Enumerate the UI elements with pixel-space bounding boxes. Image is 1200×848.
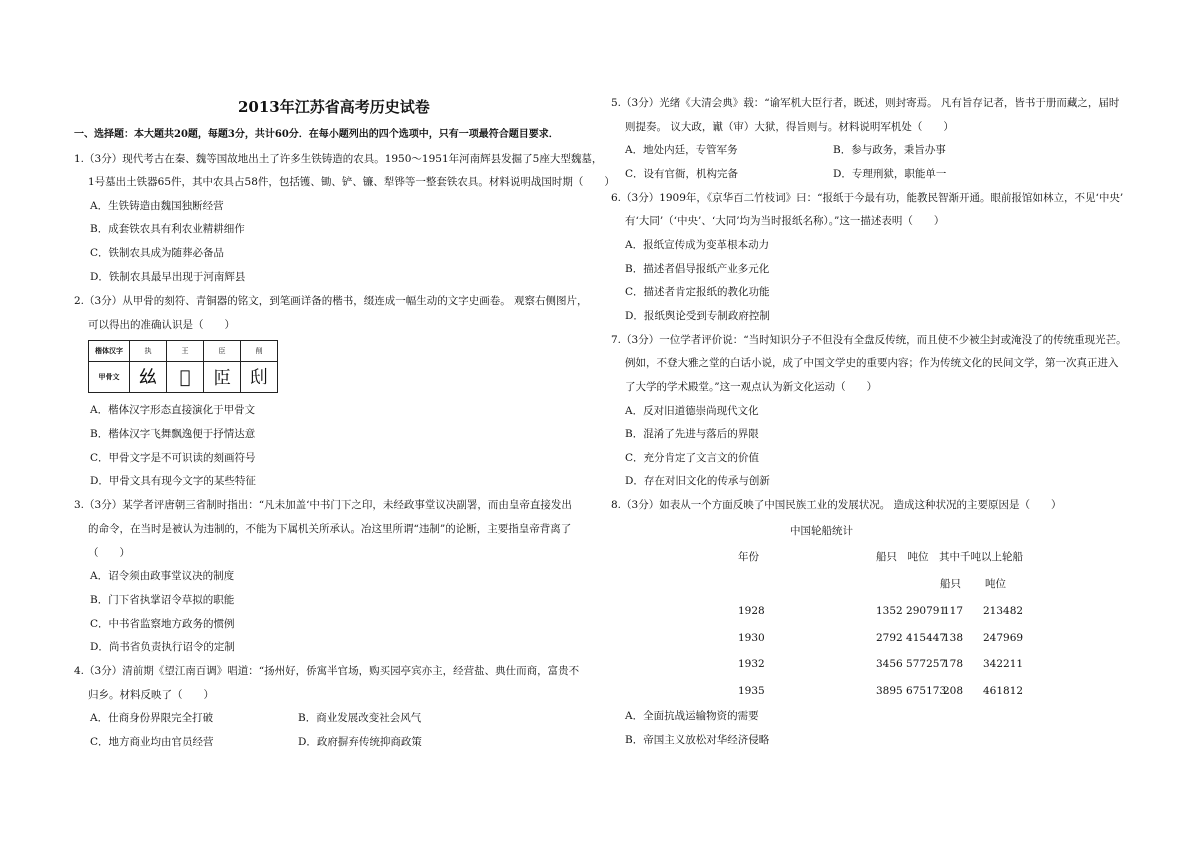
question-3-option-b[interactable]: B．门下省执掌诏令草拟的职能	[90, 594, 235, 606]
oracle-glyph-wang: 𠂡	[179, 366, 191, 388]
question-3-option-c[interactable]: C．中书省监察地方政务的惯例	[90, 618, 235, 630]
question-7-option-d[interactable]: D．存在对旧文化的传承与创新	[625, 475, 770, 487]
question-7-option-a[interactable]: A．反对旧道德崇尚现代文化	[625, 405, 759, 417]
question-8-line-1: 8.（3分）如表从一个方面反映了中国民族工业的发展状况。 造成这种状况的主要原因是（ ）	[611, 499, 1062, 511]
table-row-1930-ships-tons: 2792 415447	[876, 632, 947, 644]
page-title: 2013年江苏省高考历史试卷	[238, 98, 430, 116]
question-2-option-a[interactable]: A．楷体汉字形态直接演化于甲骨文	[90, 404, 256, 416]
question-6-option-b[interactable]: B．描述者倡导报纸产业多元化	[625, 263, 770, 275]
table-row-1935-ships-tons: 3895 675173	[876, 685, 947, 697]
question-1-line-1: 1.（3分）现代考古在秦、魏等国故地出土了许多生铁铸造的农具。1950～1951年河南辉县发掘了5座大型魏墓，	[74, 153, 603, 165]
table-row-1935-large-ships: 208	[943, 685, 964, 697]
question-3-line-2: 的命令，在当时是被认为违制的，不能为下属机关所承认。冶这里所谓“违制”的论断，主要指皇帝背离了	[88, 523, 572, 535]
ship-table-subheader-ships: 船只	[940, 578, 961, 590]
question-7-line-3: 了大学的学术殿堂。”这一观点认为新文化运动（ ）	[625, 381, 878, 393]
question-6-line-2: 有‘大同’（‘中央’、‘大同’均为当时报纸名称）。”这一描述表明（ ）	[625, 215, 945, 227]
question-7-option-c[interactable]: C．充分肯定了文言文的价值	[625, 452, 760, 464]
table-row-1930-large-tons: 247969	[983, 632, 1024, 644]
question-1-option-d[interactable]: D．铁制农具最早出现于河南辉县	[90, 271, 246, 283]
table-row-1928-year: 1928	[738, 605, 765, 617]
table-row-1928-large-tons: 213482	[983, 605, 1024, 617]
table-row-1930-large-ships: 138	[943, 632, 964, 644]
question-4-line-2: 归乡。材料反映了（ ）	[88, 689, 214, 701]
script-comparison-table	[88, 340, 278, 393]
question-4-option-d[interactable]: D．政府摒弃传统抑商政策	[298, 736, 422, 748]
question-1-line-2: 1号墓出土铁器65件，其中农具占58件，包括镬、锄、铲、镰、犁铧等一整套铁农具。材料说明战国时期（ ）	[88, 176, 615, 188]
question-2-option-d[interactable]: D．甲骨文具有现今文字的某些特征	[90, 475, 256, 487]
question-8-option-a[interactable]: A．全面抗战运输物资的需要	[625, 710, 759, 722]
question-5-option-b[interactable]: B．参与政务，秉旨办事	[833, 144, 946, 156]
question-4-option-a[interactable]: A．仕商身份界限完全打破	[90, 712, 214, 724]
question-7-line-2: 例如，不登大雅之堂的白话小说，成了中国文学史的重要内容；作为传统文化的民间文学，第一次真正进入	[625, 357, 1119, 369]
table-cell: 楷体汉字	[89, 341, 130, 362]
oracle-glyph	[130, 362, 167, 393]
question-3-option-a[interactable]: A．诏令须由政事堂议决的制度	[90, 570, 235, 582]
question-1-option-c[interactable]: C．铁制农具成为随葬必备品	[90, 247, 225, 259]
question-8-option-b[interactable]: B．帝国主义放松对华经济侵略	[625, 734, 770, 746]
question-3-line-1: 3.（3分）某学者评唐朝三省制时指出：“凡未加盖‘中书门下之印，未经政事堂议决副署，而由皇帝直接发出	[74, 499, 572, 511]
table-row-1930-year: 1930	[738, 632, 765, 644]
ship-table-subheader-tonnage: 吨位	[985, 578, 1006, 590]
table-cell: 臣	[204, 341, 241, 362]
table-cell: 甲骨文	[89, 362, 130, 393]
question-4-option-b[interactable]: B．商业发展改变社会风气	[298, 712, 422, 724]
question-3-option-d[interactable]: D．尚书省负责执行诏令的定制	[90, 641, 235, 653]
question-5-option-c[interactable]: C．设有官衙，机构完备	[625, 168, 739, 180]
question-4-line-1: 4.（3分）清前期《望江南百调》唱道：“扬州好，侨寓半官场，购买园亭宾亦主，经营盐、典仕而商，富贵不	[74, 665, 580, 677]
section-heading: 一、选择题：本大题共20题，每题3分，共计60分．在每小题列出的四个选项中，只有一项最符合题目要求．	[74, 129, 559, 140]
question-6-option-d[interactable]: D．报纸舆论受到专制政府控制	[625, 310, 770, 322]
question-1-option-a[interactable]: A．生铁铸造由魏国独断经营	[90, 200, 224, 212]
question-7-option-b[interactable]: B．混淆了先进与落后的界限	[625, 428, 759, 440]
table-row-1928-ships-tons: 1352 290791	[876, 605, 947, 617]
ship-table-header-year: 年份	[738, 551, 759, 563]
question-3-line-3: （ ）	[88, 547, 130, 559]
ship-table-header-main: 船只 吨位 其中千吨以上轮船	[876, 551, 1023, 563]
table-row-1935-year: 1935	[738, 685, 765, 697]
question-2-line-1: 2.（3分）从甲骨的刻符、青铜器的铭文，到笔画详备的楷书，缀连成一幅生动的文字史画卷。 观察右侧图片，	[74, 295, 588, 307]
question-5-line-1: 5.（3分）光绪《大清会典》载：“谕军机大臣行者，既述，则封寄焉。 凡有旨存记者，皆书于册而藏之，届时	[611, 97, 1120, 109]
oracle-glyph	[241, 362, 278, 393]
question-5-option-d[interactable]: D．专理刑狱，职能单一	[833, 168, 947, 180]
table-cell: 王	[167, 341, 204, 362]
table-row-1932-year: 1932	[738, 658, 765, 670]
question-2-option-c[interactable]: C．甲骨文字是不可识读的刻画符号	[90, 452, 256, 464]
table-row-1932-large-tons: 342211	[983, 658, 1024, 670]
question-5-line-2: 则提奏。 议大政，谳（审）大狱，得旨则与。材料说明军机处（ ）	[625, 121, 954, 133]
question-6-option-a[interactable]: A．报纸宣传成为变革根本动力	[625, 239, 770, 251]
question-2-line-2: 可以得出的准确认识是（ ）	[88, 319, 235, 331]
table-row-1928-large-ships: 117	[943, 605, 964, 617]
table-cell: 削	[241, 341, 278, 362]
right-column	[600, 0, 1200, 848]
question-7-line-1: 7.（3分）一位学者评价说：“当时知识分子不但没有全盘反传统，而且使不少被尘封或淹没了的传统重现光芒。	[611, 334, 1127, 346]
question-6-option-c[interactable]: C．描述者肯定报纸的教化功能	[625, 286, 770, 298]
table-cell: 执	[130, 341, 167, 362]
oracle-glyph	[167, 362, 204, 393]
question-4-option-c[interactable]: C．地方商业均由官员经营	[90, 736, 214, 748]
oracle-glyph-chen: 𦣝	[213, 368, 231, 389]
table-row-1935-large-tons: 461812	[983, 685, 1024, 697]
table-row-1932-ships-tons: 3456 577257	[876, 658, 947, 670]
question-2-option-b[interactable]: B．楷体汉字飞舞飘逸便于抒情达意	[90, 428, 256, 440]
oracle-glyph-xue: 𠛊	[250, 367, 268, 388]
oracle-glyph-zhi: 𢆶	[139, 367, 157, 388]
table-row-1932-large-ships: 178	[943, 658, 964, 670]
question-1-option-b[interactable]: B．成套铁农具有利农业精耕细作	[90, 223, 245, 235]
question-6-line-1: 6.（3分）1909年，《京华百二竹枝词》曰：“报纸于今最有功，能教民智渐开通。眼前报馆如林立，不见‘中央’	[611, 192, 1124, 204]
question-5-option-a[interactable]: A．地处内廷，专管军务	[625, 144, 738, 156]
ship-table-caption: 中国轮船统计	[790, 525, 853, 537]
oracle-glyph	[204, 362, 241, 393]
